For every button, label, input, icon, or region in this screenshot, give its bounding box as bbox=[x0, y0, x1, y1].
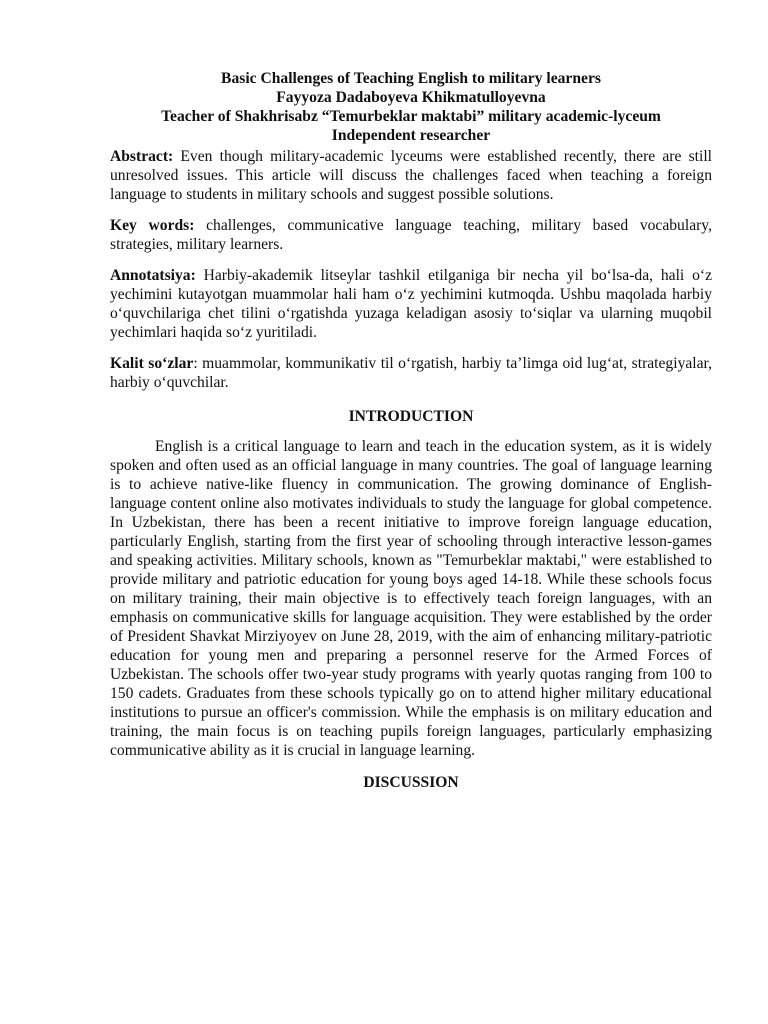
abstract-label: Abstract: bbox=[110, 148, 174, 165]
paper-header bbox=[110, 69, 712, 145]
kalit-paragraph bbox=[110, 354, 712, 392]
author-affiliation: Teacher of Shakhrisabz “Temurbeklar maktabi” military academic-lyceum bbox=[161, 108, 661, 125]
introduction-paragraph: English is a critical language to learn and teach in the education system, as it is widely spoken and often used as an official language in many countries. The goal of language learning is to achieve native-like fluency in communication. The growing dominance of English-language content online also motivates individuals to study the language for global competence. In Uzbekistan, there has been a recent initiative to improve foreign language education, particularly English, starting from the first year of schooling through interactive lesson-games and speaking activities. Military schools, known as "Temurbeklar maktabi," were established to provide military and patriotic education for young boys aged 14-18. While these schools focus on military training, their main objective is to effectively teach foreign languages, with an emphasis on communicative skills for language acquisition. They were established by the order of President Shavkat Mirziyoyev on June 28, 2019, with the aim of enhancing military-patriotic education for young men and preparing a personnel reserve for the Armed Forces of Uzbekistan. The schools offer two-year study programs with yearly quotas ranging from 100 to 150 cadets. Graduates from these schools typically go on to attend higher military educational institutions to pursue an officer's commission. While the emphasis is on military education and training, the main focus is on teaching pupils foreign languages, particularly emphasizing communicative ability as it is crucial in language learning. bbox=[110, 437, 712, 760]
discussion-heading: DISCUSSION bbox=[363, 774, 459, 792]
introduction-heading: INTRODUCTION bbox=[348, 407, 474, 425]
introduction-section bbox=[110, 407, 712, 761]
annotatsiya-text: Harbiy-akademik litseylar tashkil etilganiga bir necha yil bo‘lsa-da, hali o‘z yechimini kutayotgan muammolar hali ham o‘z yechimini kutmoqda. Ushbu maqolada harbiy o‘quvchilariga chet tilini o‘rgatishda yuzaga keladigan asosiy to‘siqlar va ularning muqobil yechimlari haqida so‘z yuritiladi. bbox=[110, 267, 712, 342]
paper-title: Basic Challenges of Teaching English to military learners bbox=[221, 70, 601, 87]
annotatsiya-paragraph bbox=[110, 266, 712, 342]
keywords-paragraph bbox=[110, 216, 712, 254]
abstract-text: Even though military-academic lyceums were established recently, there are still unresolved issues. This article will discuss the challenges faced when teaching a foreign language to students in military schools and suggest possible solutions. bbox=[110, 148, 712, 204]
kalit-text: : muammolar, kommunikativ til o‘rgatish, harbiy ta’limga oid lug‘at, strategiyalar, harbiy o‘quvchilar. bbox=[110, 355, 713, 392]
kalit-label: Kalit so‘zlar bbox=[110, 355, 194, 373]
author-role: Independent researcher bbox=[331, 127, 491, 144]
author-name: Fayyoza Dadaboyeva Khikmatulloyevna bbox=[276, 89, 546, 106]
abstract-paragraph bbox=[110, 147, 712, 204]
keywords-label: Key words: bbox=[110, 217, 195, 235]
keywords-text: challenges, communicative language teaching, military based vocabulary, strategies, military learners. bbox=[110, 217, 712, 254]
paper-body bbox=[110, 147, 712, 803]
annotatsiya-label: Annotatsiya: bbox=[110, 267, 196, 285]
